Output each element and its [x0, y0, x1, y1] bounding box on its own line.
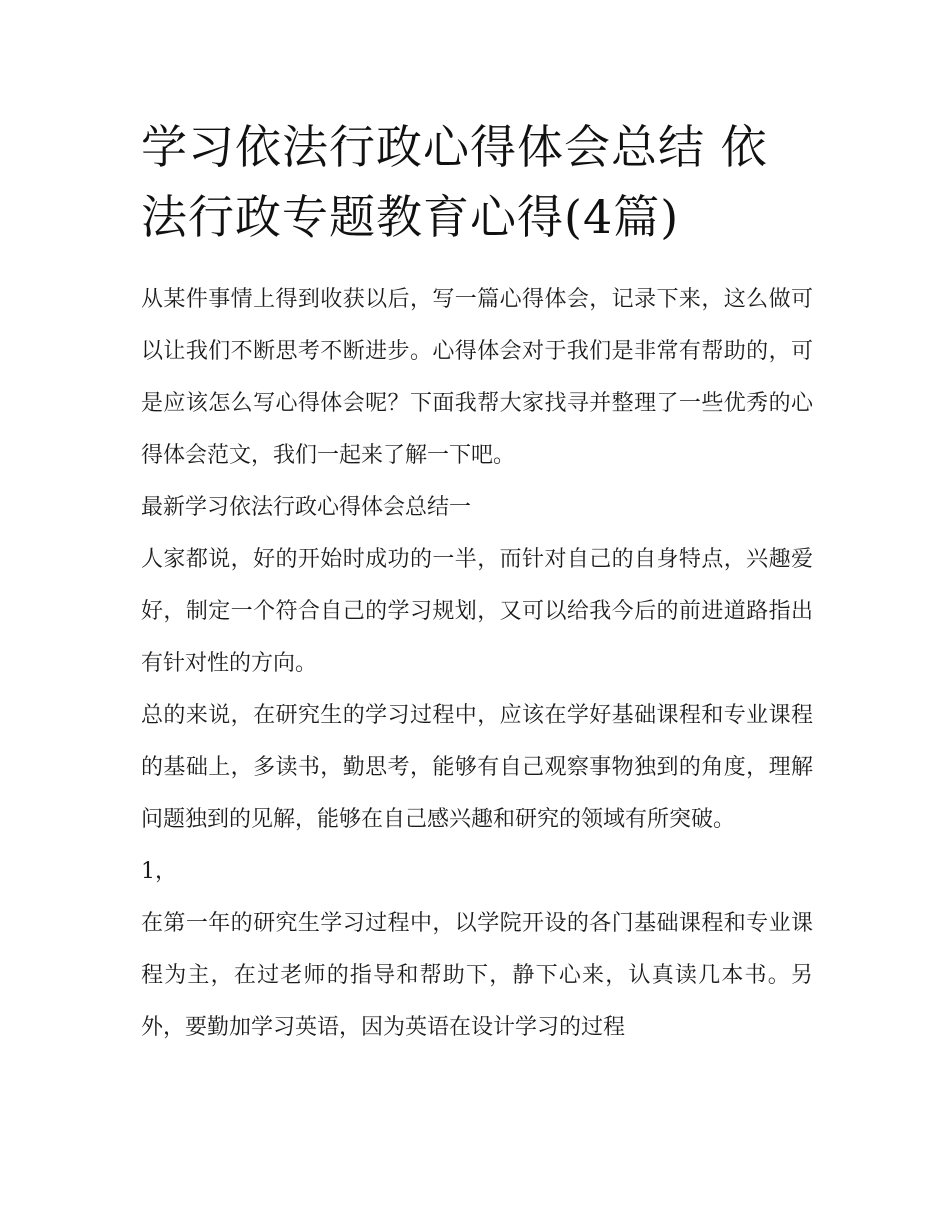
document-title: 学习依法行政心得体会总结 依法行政专题教育心得(4篇)	[141, 120, 768, 244]
intro-paragraph: 从某件事情上得到收获以后，写一篇心得体会，记录下来，这么做可以让我们不断思考不断进步。心得体会对于我们是非常有帮助的，可是应该怎么写心得体会呢？下面我帮大家找寻并整理了一些优秀的心得体会范文，我们一起来了解一下吧。	[141, 287, 813, 468]
body-paragraph: 总的来说，在研究生的学习过程中，应该在学好基础课程和专业课程的基础上，多读书，勤思考，能够有自己观察事物独到的角度，理解问题独到的见解，能够在自己感兴趣和研究的领域有所突破。	[141, 703, 813, 832]
section-heading: 最新学习依法行政心得体会总结一	[141, 495, 472, 520]
document-content	[141, 112, 813, 1054]
document-body	[141, 274, 813, 1054]
body-paragraph: 人家都说，好的开始时成功的一半，而针对自己的自身特点，兴趣爱好，制定一个符合自己的学习规划，又可以给我今后的前进道路指出有针对性的方向。	[141, 547, 813, 676]
body-paragraph: 在第一年的研究生学习过程中，以学院开设的各门基础课程和专业课程为主，在过老师的指导和帮助下，静下心来，认真读几本书。另外，要勤加学习英语，因为英语在设计学习的过程	[141, 911, 813, 1040]
list-number: 1，	[141, 859, 177, 884]
